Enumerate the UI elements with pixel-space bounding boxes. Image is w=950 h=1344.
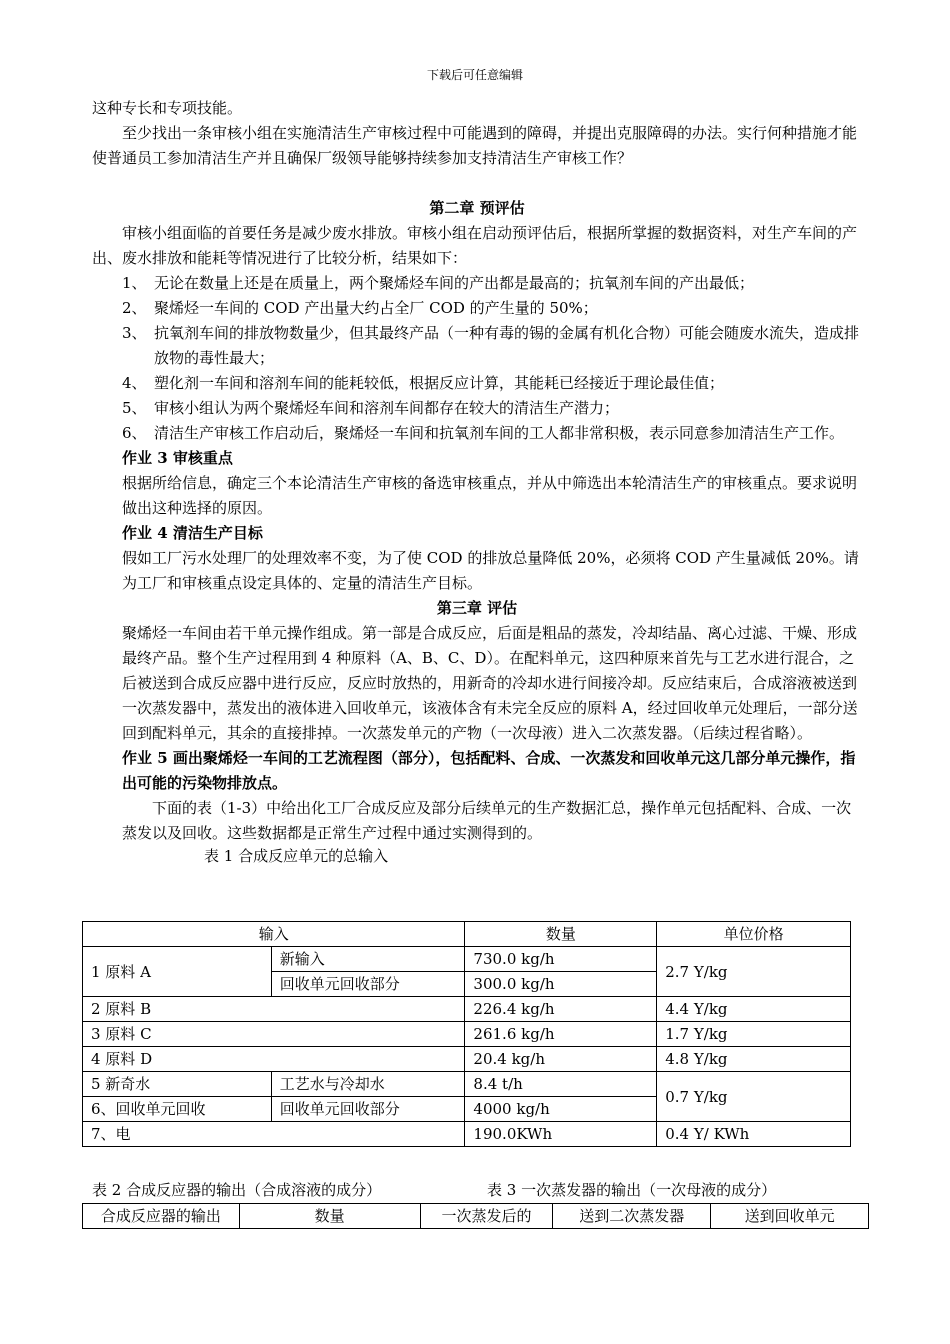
- list-item: [92, 371, 862, 396]
- list-item: [92, 296, 862, 321]
- table-cell: 工艺水与冷却水: [271, 1072, 465, 1097]
- list-number: 4、: [122, 374, 147, 392]
- page-header: 下载后可任意编辑: [426, 68, 523, 82]
- list-item: [92, 321, 862, 371]
- table-cell: 回收单元回收部分: [271, 1097, 465, 1122]
- chapter-heading: 第三章 评估: [436, 599, 518, 617]
- table-cell: 190.0KWh: [465, 1122, 657, 1147]
- document-body: [92, 96, 862, 869]
- table-header-row: [83, 922, 851, 947]
- paragraph: 审核小组面临的首要任务是减少废水排放。审核小组在启动预评估后，根据所掌握的数据资料，对生产车间的产出、废水排放和能耗等情况进行了比较分析，结果如下：: [92, 224, 858, 267]
- table-row: [83, 1047, 851, 1072]
- table-row: [83, 1022, 851, 1047]
- table-cell: 730.0 kg/h: [465, 947, 657, 972]
- list-number: 6、: [122, 424, 147, 442]
- spacer: [92, 171, 862, 196]
- table-header-row: [83, 1204, 869, 1229]
- table-cell: 回收单元回收部分: [271, 972, 465, 997]
- table-header-cell: 单位价格: [657, 922, 851, 947]
- assignment-title: 作业 5 画出聚烯烃一车间的工艺流程图（部分），包括配料、合成、一次蒸发和回收单元这几部分单元操作，指出可能的污染物排放点。: [122, 749, 856, 792]
- table-cell: 1 原料 A: [83, 947, 272, 997]
- list-item: [92, 396, 862, 421]
- list-item: [92, 271, 862, 296]
- table-cell: 2.7 Y/kg: [657, 947, 851, 997]
- table-cell: 0.7 Y/kg: [657, 1072, 851, 1122]
- list-text: 清洁生产审核工作启动后，聚烯烃一车间和抗氧剂车间的工人都非常积极，表示同意参加清洁生产工作。: [154, 424, 845, 442]
- output-table: [82, 1203, 869, 1229]
- paragraph: 聚烯烃一车间由若干单元操作组成。第一部是合成反应，后面是粗品的蒸发，冷却结晶、离心过滤、干燥、形成最终产品。整个生产过程用到 4 种原料（A、B、C、D）。在配料单元，这四种原来首先与工艺水进行混合，之后被送到合成反应器中进行反应，反应时放热的，用新奇的冷却水进行间接冷却。反应结束后，合成溶液被送到一次蒸发器中，蒸发出的液体进入回收单元，该液体含有未完全反应的原料 A，经过回收单元处理后，一部分送回到配料单元，其余的直接排掉。一次蒸发单元的产物（一次母液）进入二次蒸发器。（后续过程省略）。: [122, 624, 858, 742]
- table-cell: 4000 kg/h: [465, 1097, 657, 1122]
- list-text: 无论在数量上还是在质量上，两个聚烯烃车间的产出都是最高的；抗氧剂车间的产出最低；: [154, 274, 755, 292]
- table-row: [83, 1072, 851, 1097]
- table-cell: 7、电: [83, 1122, 465, 1147]
- table-header-cell: 一次蒸发后的: [420, 1204, 553, 1229]
- table-caption: 表 2 合成反应器的输出（合成溶液的成分）: [92, 1181, 382, 1199]
- paragraph: 假如工厂污水处理厂的处理效率不变，为了使 COD 的排放总量降低 20%，必须将 COD 产生量减低 20%。请为工厂和审核重点设定具体的、定量的清洁生产目标。: [122, 549, 859, 592]
- list-text: 聚烯烃一车间的 COD 产出量大约占全厂 COD 的产生量的 50%；: [154, 299, 598, 317]
- table-cell: 20.4 kg/h: [465, 1047, 657, 1072]
- chapter-heading: 第二章 预评估: [429, 199, 525, 217]
- table-cell: 新输入: [271, 947, 465, 972]
- list-item: [92, 421, 862, 446]
- table-row: [83, 947, 851, 972]
- input-table: [82, 921, 851, 1147]
- table-cell: 8.4 t/h: [465, 1072, 657, 1097]
- table-header-cell: 送到回收单元: [711, 1204, 869, 1229]
- list-number: 5、: [122, 399, 147, 417]
- assignment-title: 作业 3 审核重点: [122, 449, 233, 467]
- table-row: [83, 997, 851, 1022]
- list-text: 抗氧剂车间的排放物数量少，但其最终产品（一种有毒的锡的金属有机化合物）可能会随废水流失，造成排放物的毒性最大；: [154, 324, 860, 367]
- assignment-title: 作业 4 清洁生产目标: [122, 524, 263, 542]
- table-row: [83, 1122, 851, 1147]
- list-number: 1、: [122, 274, 147, 292]
- paragraph: 至少找出一条审核小组在实施清洁生产审核过程中可能遇到的障碍，并提出克服障碍的办法。实行何种措施才能使普通员工参加清洁生产并且确保厂级领导能够持续参加支持清洁生产审核工作？: [92, 124, 858, 167]
- table-header-cell: 数量: [465, 922, 657, 947]
- table-cell: 300.0 kg/h: [465, 972, 657, 997]
- table-header-cell: 送到二次蒸发器: [553, 1204, 711, 1229]
- table-caption: 表 3 一次蒸发器的输出（一次母液的成分）: [487, 1181, 777, 1199]
- list-number: 2、: [122, 299, 147, 317]
- table-cell: 4.4 Y/kg: [657, 997, 851, 1022]
- table-header-cell: 数量: [239, 1204, 420, 1229]
- table-cell: 1.7 Y/kg: [657, 1022, 851, 1047]
- table-cell: 3 原料 C: [83, 1022, 465, 1047]
- list-number: 3、: [122, 324, 147, 342]
- table-cell: 4.8 Y/kg: [657, 1047, 851, 1072]
- paragraph: 根据所给信息，确定三个本论清洁生产审核的备选审核重点，并从中筛选出本轮清洁生产的审核重点。要求说明做出这种选择的原因。: [122, 474, 858, 517]
- table-cell: 226.4 kg/h: [465, 997, 657, 1022]
- table-cell: 0.4 Y/ KWh: [657, 1122, 851, 1147]
- table-cell: 6、回收单元回收: [83, 1097, 272, 1122]
- list-text: 审核小组认为两个聚烯烃车间和溶剂车间都存在较大的清洁生产潜力；: [154, 399, 620, 417]
- paragraph: 下面的表（1-3）中给出化工厂合成反应及部分后续单元的生产数据汇总，操作单元包括配料、合成、一次蒸发以及回收。这些数据都是正常生产过程中通过实测得到的。: [122, 799, 852, 842]
- table-cell: 261.6 kg/h: [465, 1022, 657, 1047]
- table-caption: 表 1 合成反应单元的总输入: [204, 847, 389, 865]
- paragraph: 这种专长和专项技能。: [92, 99, 243, 117]
- table-header-cell: 合成反应器的输出: [83, 1204, 240, 1229]
- table-cell: 2 原料 B: [83, 997, 465, 1022]
- table-header-cell: 输入: [83, 922, 465, 947]
- table-cell: 5 新奇水: [83, 1072, 272, 1097]
- list-text: 塑化剂一车间和溶剂车间的能耗较低，根据反应计算，其能耗已经接近于理论最佳值；: [154, 374, 725, 392]
- table-cell: 4 原料 D: [83, 1047, 465, 1072]
